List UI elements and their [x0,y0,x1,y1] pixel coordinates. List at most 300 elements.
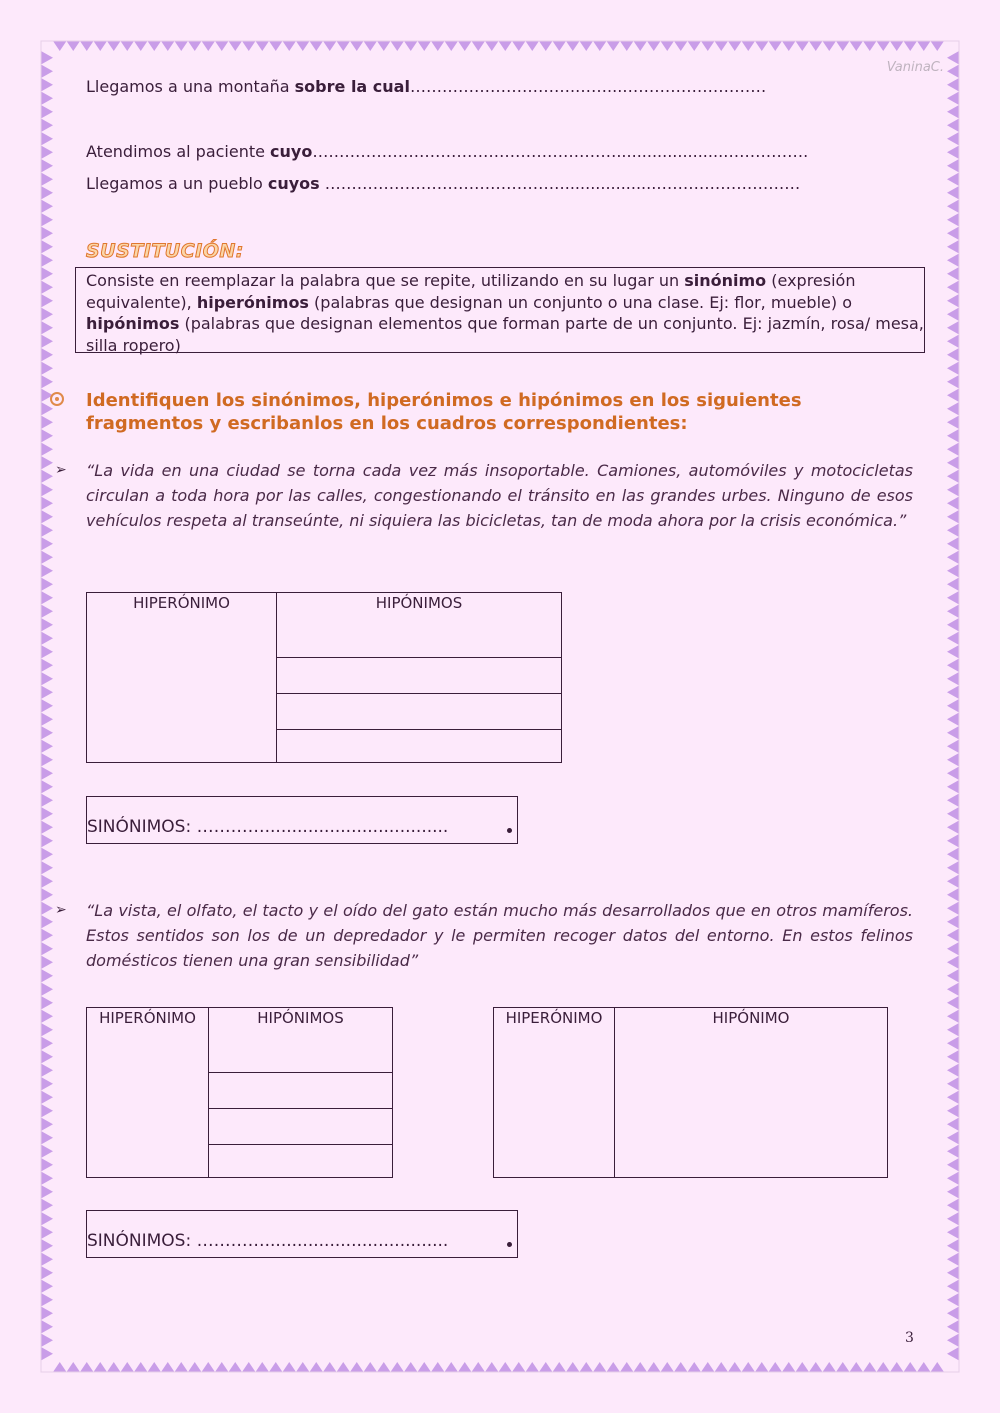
border-triangle [53,1362,67,1372]
border-triangle [41,1185,53,1199]
border-triangle [850,41,864,51]
border-triangle [458,1362,472,1372]
border-triangle [41,497,53,511]
border-triangle [755,41,769,51]
border-triangle [947,888,959,902]
border-triangle [41,551,53,565]
border-triangle [782,1362,796,1372]
border-triangle [947,551,959,565]
hyperonym-cell[interactable]: HIPERÓNIMO [87,593,277,763]
border-triangle [41,443,53,457]
synonyms-box-2[interactable]: SINÓNIMOS: ………….................................. [86,1210,518,1258]
border-triangle [418,41,432,51]
border-triangle [41,1307,53,1321]
border-triangle [41,821,53,835]
border-triangle [947,1347,959,1361]
border-triangle [41,335,53,349]
border-triangle [148,41,162,51]
border-triangle [539,1362,553,1372]
border-triangle [175,41,189,51]
border-triangle [337,1362,351,1372]
border-triangle [41,942,53,956]
border-triangle [53,41,67,51]
border-triangle [41,213,53,227]
hyponym-cell[interactable] [209,1109,393,1145]
border-triangle [41,861,53,875]
border-triangle [947,213,959,227]
border-triangle [947,483,959,497]
border-triangle [947,618,959,632]
border-triangle [661,41,675,51]
border-triangle [41,1293,53,1307]
border-triangle [947,159,959,173]
border-triangle [41,524,53,538]
border-triangle [947,1023,959,1037]
border-triangle [41,537,53,551]
border-triangle [41,578,53,592]
border-triangle [94,41,108,51]
border-triangle [947,1212,959,1226]
border-triangle [947,308,959,322]
border-triangle [947,1266,959,1280]
dot-marker [507,828,512,833]
border-triangle [947,1104,959,1118]
border-triangle [148,1362,162,1372]
border-triangle [41,834,53,848]
border-triangle [134,41,148,51]
page-number: 3 [905,1330,914,1346]
border-triangle [947,848,959,862]
border-triangle [472,1362,486,1372]
dot-marker [507,1242,512,1247]
border-triangle [947,578,959,592]
border-triangle [701,41,715,51]
border-triangle [947,402,959,416]
border-triangle [41,1347,53,1361]
border-triangle [229,41,243,51]
border-triangle [674,1362,688,1372]
border-triangle [947,1334,959,1348]
border-triangle [947,267,959,281]
border-triangle [947,942,959,956]
border-triangle [593,1362,607,1372]
border-triangle [947,240,959,254]
border-triangle [947,1226,959,1240]
border-triangle [296,1362,310,1372]
border-triangle [41,1158,53,1172]
border-triangle [769,1362,783,1372]
border-triangle [566,41,580,51]
border-triangle [256,1362,270,1372]
border-triangle [445,1362,459,1372]
border-triangle [41,362,53,376]
border-triangle [553,1362,567,1372]
border-triangle [715,41,729,51]
border-triangle [175,1362,189,1372]
border-triangle [188,1362,202,1372]
border-triangle [796,1362,810,1372]
border-triangle [41,254,53,268]
border-triangle [41,632,53,646]
border-triangle [947,281,959,295]
border-triangle [947,1064,959,1078]
border-triangle [41,686,53,700]
border-triangle [947,956,959,970]
border-triangle [947,969,959,983]
border-triangle [188,41,202,51]
border-triangle [41,159,53,173]
border-triangle [41,1064,53,1078]
border-triangle [947,659,959,673]
hyper-hypo-table-1 [86,592,562,763]
border-triangle [809,1362,823,1372]
border-triangle [94,1362,108,1372]
section-heading-sustitucion: SUSTITUCIÓN: [86,240,244,262]
border-triangle [229,1362,243,1372]
border-triangle [485,1362,499,1372]
border-triangle [41,1253,53,1267]
border-triangle [377,1362,391,1372]
border-triangle [161,1362,175,1372]
border-triangle [256,41,270,51]
border-triangle [41,969,53,983]
border-triangle [947,632,959,646]
border-triangle [445,41,459,51]
author-signature: VaninaC. [886,60,944,75]
border-triangle [947,929,959,943]
hyponym-cell[interactable] [209,1073,393,1109]
border-triangle [526,1362,540,1372]
border-triangle [67,1362,81,1372]
border-triangle [41,1118,53,1132]
border-triangle [41,105,53,119]
border-triangle [41,267,53,281]
border-triangle [620,41,634,51]
border-triangle [539,41,553,51]
border-triangle [947,794,959,808]
border-triangle [728,41,742,51]
border-triangle [890,1362,904,1372]
border-triangle [161,41,175,51]
border-triangle [41,996,53,1010]
border-triangle [41,1050,53,1064]
border-triangle [947,1037,959,1051]
border-triangle [107,41,121,51]
border-triangle [350,41,364,51]
border-triangle [269,41,283,51]
border-triangle [947,65,959,79]
hyponym-cell[interactable] [277,658,562,694]
border-triangle [41,119,53,133]
border-triangle [41,146,53,160]
border-triangle [947,1010,959,1024]
border-triangle [947,51,959,65]
definition-box: Consiste en reemplazar la palabra que se repite, utilizando en su lugar un sinónimo (expresión equivalente), hiperónimos (palabras que designan un conjunto o una clase. Ej: flor, mueble) o hipónimos (palabras que designan elementos que forman parte de un conjunto. Ej: jazmín, rosa/ mesa, silla ropero) [75,267,925,353]
border-triangle [947,726,959,740]
border-triangle [836,1362,850,1372]
border-triangle [41,1199,53,1213]
border-triangle [947,348,959,362]
border-triangle [647,1362,661,1372]
border-triangle [947,780,959,794]
border-triangle [41,281,53,295]
border-triangle [836,41,850,51]
border-triangle [947,321,959,335]
exercise-line-2: Atendimos al paciente cuyo………………………………………………….....................……………. [86,142,809,161]
border-triangle [755,1362,769,1372]
border-triangle [947,902,959,916]
border-triangle [41,888,53,902]
border-triangle [947,1199,959,1213]
border-triangle [947,1077,959,1091]
border-triangle [41,51,53,65]
border-triangle [947,821,959,835]
border-triangle [947,1158,959,1172]
border-triangle [947,254,959,268]
border-triangle [41,1010,53,1024]
border-triangle [947,362,959,376]
border-triangle [41,1037,53,1051]
border-triangle [947,1185,959,1199]
border-triangle [947,686,959,700]
border-triangle [41,807,53,821]
border-triangle [947,429,959,443]
hyponym-cell[interactable] [277,694,562,730]
border-triangle [499,41,513,51]
border-triangle [121,41,135,51]
border-triangle [947,1091,959,1105]
hyponym-cell[interactable] [277,730,562,763]
border-triangle [947,1118,959,1132]
border-triangle [337,41,351,51]
border-triangle [947,605,959,619]
border-triangle [41,92,53,106]
border-triangle [41,713,53,727]
border-triangle [121,1362,135,1372]
border-triangle [41,875,53,889]
border-triangle [391,1362,405,1372]
border-triangle [647,41,661,51]
border-triangle [769,41,783,51]
border-triangle [41,456,53,470]
border-triangle [80,41,94,51]
border-triangle [947,389,959,403]
border-triangle [947,146,959,160]
border-triangle [947,996,959,1010]
border-triangle [947,1239,959,1253]
border-triangle [41,416,53,430]
border-triangle [41,672,53,686]
border-triangle [41,1320,53,1334]
border-triangle [41,470,53,484]
border-triangle [41,240,53,254]
border-triangle [41,591,53,605]
border-triangle [41,1212,53,1226]
border-triangle [41,605,53,619]
border-triangle [947,1307,959,1321]
border-triangle [41,1145,53,1159]
arrow-bullet-icon: ➢ [55,462,67,478]
border-triangle [404,1362,418,1372]
border-triangle [283,41,297,51]
border-triangle [947,645,959,659]
border-triangle [323,1362,337,1372]
border-triangle [782,41,796,51]
border-triangle [107,1362,121,1372]
border-triangle [742,1362,756,1372]
border-triangle [947,294,959,308]
border-triangle [80,1362,94,1372]
border-triangle [947,861,959,875]
border-triangle [41,1077,53,1091]
border-triangle [823,1362,837,1372]
hyperonym-cell[interactable]: HIPERÓNIMO [87,1008,209,1178]
border-triangle [947,456,959,470]
border-triangle [688,41,702,51]
border-triangle [661,1362,675,1372]
border-triangle [499,1362,513,1372]
border-triangle [41,659,53,673]
border-triangle [947,443,959,457]
border-triangle [41,902,53,916]
border-triangle [431,41,445,51]
border-triangle [947,1253,959,1267]
border-triangle [41,645,53,659]
border-triangle [41,956,53,970]
border-triangle [890,41,904,51]
border-triangle [947,227,959,241]
border-triangle [41,726,53,740]
border-triangle [947,497,959,511]
border-triangle [41,740,53,754]
border-triangle [41,983,53,997]
border-triangle [202,41,216,51]
border-triangle [41,308,53,322]
border-triangle [796,41,810,51]
border-triangle [931,41,945,51]
border-triangle [947,335,959,349]
border-triangle [458,41,472,51]
border-triangle [41,929,53,943]
arrow-bullet-icon: ➢ [55,902,67,918]
border-triangle [41,78,53,92]
border-triangle [947,699,959,713]
border-triangle [215,1362,229,1372]
border-triangle [134,1362,148,1372]
border-triangle [607,1362,621,1372]
border-triangle [41,186,53,200]
border-triangle [41,294,53,308]
border-triangle [947,537,959,551]
border-triangle [41,1266,53,1280]
border-triangle [607,41,621,51]
border-triangle [863,41,877,51]
border-triangle [947,875,959,889]
hyponym-header-cell[interactable]: HIPÓNIMOS [277,593,562,658]
border-triangle [634,41,648,51]
border-triangle [947,591,959,605]
border-triangle [431,1362,445,1372]
border-triangle [809,41,823,51]
border-triangle [947,713,959,727]
hyponym-header-cell[interactable]: HIPÓNIMOS [209,1008,393,1073]
border-triangle [728,1362,742,1372]
border-triangle [580,1362,594,1372]
fragment-1: “La vida en una ciudad se torna cada vez más insoportable. Camiones, automóviles y motocicletas circulan a toda hora por las calles, congestionando el tránsito en las grandes urbes. Ninguno de esos vehículos respeta al transeúnte, ni siquiera las bicicletas, tan de moda ahora por la crisis económica.” [86,461,913,530]
border-triangle [863,1362,877,1372]
border-triangle [593,41,607,51]
border-triangle [41,321,53,335]
border-triangle [283,1362,297,1372]
border-triangle [41,1226,53,1240]
border-triangle [323,41,337,51]
border-triangle [688,1362,702,1372]
border-triangle [41,1091,53,1105]
border-triangle [850,1362,864,1372]
border-triangle [947,119,959,133]
border-triangle [877,1362,891,1372]
border-triangle [947,78,959,92]
border-triangle [202,1362,216,1372]
border-triangle [391,41,405,51]
border-triangle [512,1362,526,1372]
border-triangle [904,1362,918,1372]
border-triangle [931,1362,945,1372]
border-triangle [947,510,959,524]
border-triangle [947,1131,959,1145]
hyper-hypo-table-3 [493,1007,888,1178]
border-triangle [242,41,256,51]
border-triangle [41,699,53,713]
border-triangle [41,132,53,146]
border-triangle [553,41,567,51]
border-triangle [41,510,53,524]
hyperonym-cell[interactable]: HIPERÓNIMO [494,1008,615,1178]
border-triangle [877,41,891,51]
exercise-line-1: Llegamos a una montaña sobre la cual………………………….……...……………………… [86,77,767,96]
border-triangle [947,200,959,214]
border-triangle [364,1362,378,1372]
border-triangle [917,41,931,51]
border-triangle [947,767,959,781]
hyponym-cell[interactable]: HIPÓNIMO [615,1008,888,1178]
border-triangle [41,483,53,497]
exercise-line-3: Llegamos a un pueblo cuyos ………………………………………..................……………………… [86,174,801,193]
border-triangle [715,1362,729,1372]
border-triangle [947,186,959,200]
border-triangle [674,41,688,51]
border-triangle [418,1362,432,1372]
border-triangle [701,1362,715,1372]
border-triangle [41,794,53,808]
border-triangle [41,173,53,187]
border-triangle [917,1362,931,1372]
border-triangle [41,1023,53,1037]
border-triangle [41,618,53,632]
border-triangle [947,1145,959,1159]
border-triangle [947,470,959,484]
border-triangle [947,672,959,686]
hyponym-cell[interactable] [209,1145,393,1178]
border-triangle [296,41,310,51]
border-triangle [947,105,959,119]
border-triangle [364,41,378,51]
border-triangle [67,41,81,51]
border-triangle [41,65,53,79]
border-triangle [269,1362,283,1372]
border-triangle [41,848,53,862]
synonyms-box-1[interactable]: SINÓNIMOS: ………….................................. [86,796,518,844]
